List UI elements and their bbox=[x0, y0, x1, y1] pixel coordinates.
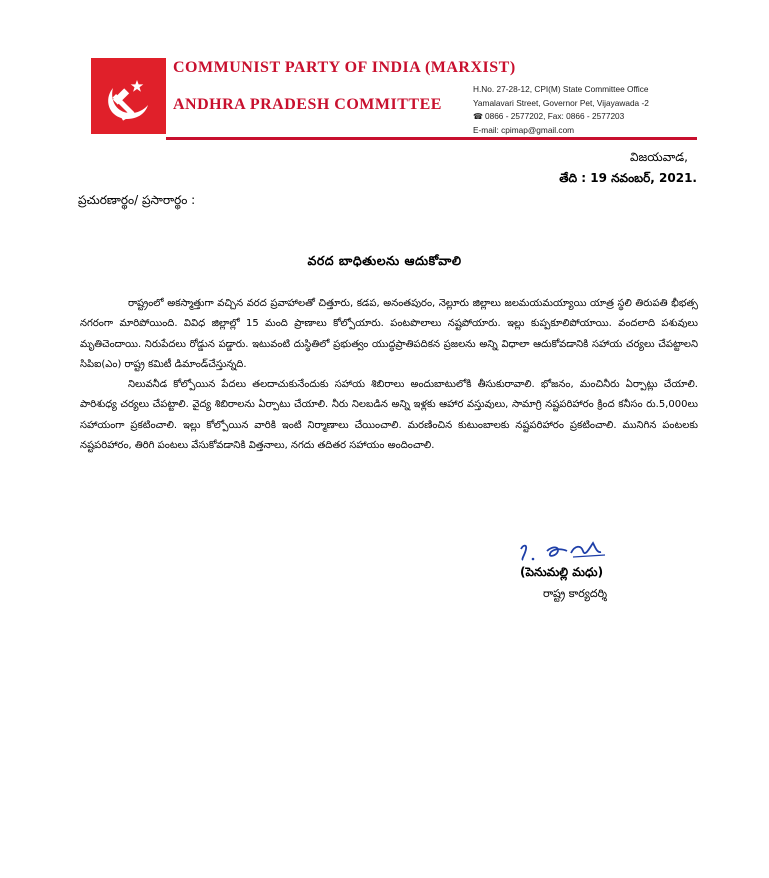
signatory-name: (పెనుమల్లి మధు) bbox=[520, 565, 604, 579]
address-line-1: H.No. 27-28-12, CPI(M) State Committee Office bbox=[473, 84, 649, 94]
signatory-title: రాష్ట్ర కార్యదర్శి bbox=[543, 587, 608, 600]
handwritten-signature-icon bbox=[513, 535, 653, 565]
letter-body bbox=[80, 294, 698, 456]
party-logo bbox=[91, 58, 166, 134]
letterhead-divider bbox=[166, 137, 697, 140]
org-name: COMMUNIST PARTY OF INDIA (MARXIST) bbox=[173, 59, 516, 76]
body-paragraph-2: నిలువనీడ కోల్పోయిన పేదలు తలదాచుకునేందుకు సహాయ శిబిరాలు అందుబాటులోకి తీసుకురావాలి. భోజనం, మంచినీరు ఏర్పాట్లు చేయాలి. పారిశుధ్య చర్యలు చేపట్టాలి. వైద్య శిబిరాలను ఏర్పాటు చేయాలి. నీరు నిలబడిన అన్ని ఇళ్లకు ఆహార వస్తువులు, సామాగ్రి నష్టపరిహారం క్రింద కనీసం రు.5,000లు సహాయంగా ప్రకటించాలి. ఇల్లు కోల్పోయిన వారికి ఇంటి నిర్మాణాలు చేయించాలి. మరణించిన కుటుంబాలకు నష్టపరిహారం ప్రకటించాలి. మునిగిన పంటలకు నష్టపరిహారం, తిరిగి పంటలు వేసుకోవడానికి విత్తనాలు, నగదు తదితర సహాయం అందించాలి. bbox=[80, 379, 698, 452]
committee-name: ANDHRA PRADESH COMMITTEE bbox=[173, 96, 442, 113]
phone-text: 0866 - 2577202, Fax: 0866 - 2577203 bbox=[484, 111, 625, 121]
letter-headline: వరద బాధితులను ఆదుకోవాలి bbox=[307, 253, 462, 268]
phone-line bbox=[473, 110, 649, 124]
phone-icon: ☎ bbox=[473, 112, 483, 121]
letterhead-address bbox=[473, 83, 649, 137]
letter-date: తేది : 19 నవంబర్, 2021. bbox=[559, 171, 697, 185]
press-release-label: ప్రచురణార్థం/ ప్రసారార్థం : bbox=[78, 193, 196, 207]
hammer-sickle-star-icon bbox=[91, 58, 166, 134]
email-line: E-mail: cpimap@gmail.com bbox=[473, 124, 575, 135]
body-paragraph-1: రాష్ట్రంలో అకస్మాత్తుగా వచ్చిన వరద ప్రవాహాలతో చిత్తూరు, కడప, అనంతపురం, నెల్లూరు జిల్లాలు జలమయమయ్యాయి యాత్ర స్థలి తిరుపతి భీభత్స నగరంగా మారిపోయింది. వివిధ జిల్లాల్లో 15 మంది ప్రాణాలు కోల్పోయారు. పంటపొలాలు నష్టపోయారు. ఇల్లు కుప్పకూలిపోయాయి. వందలాది పశువులు మృతిచెందాయి. నిరుపేదలు రోడ్డున పడ్డారు. ఇటువంటి దుస్థితిలో ప్రభుత్వం యుద్ధప్రాతిపదికన ప్రజలను అన్ని విధాలా ఆదుకోవడానికి సహాయ చర్యలు చేపట్టాలని సిపిఐ(ఎం) రాష్ట్ర కమిటీ డిమాండ్‌చేస్తున్నది. bbox=[80, 298, 698, 370]
address-line-2: Yamalavari Street, Governor Pet, Vijayawada -2 bbox=[473, 97, 649, 108]
place-name: విజయవాడ, bbox=[629, 150, 688, 164]
